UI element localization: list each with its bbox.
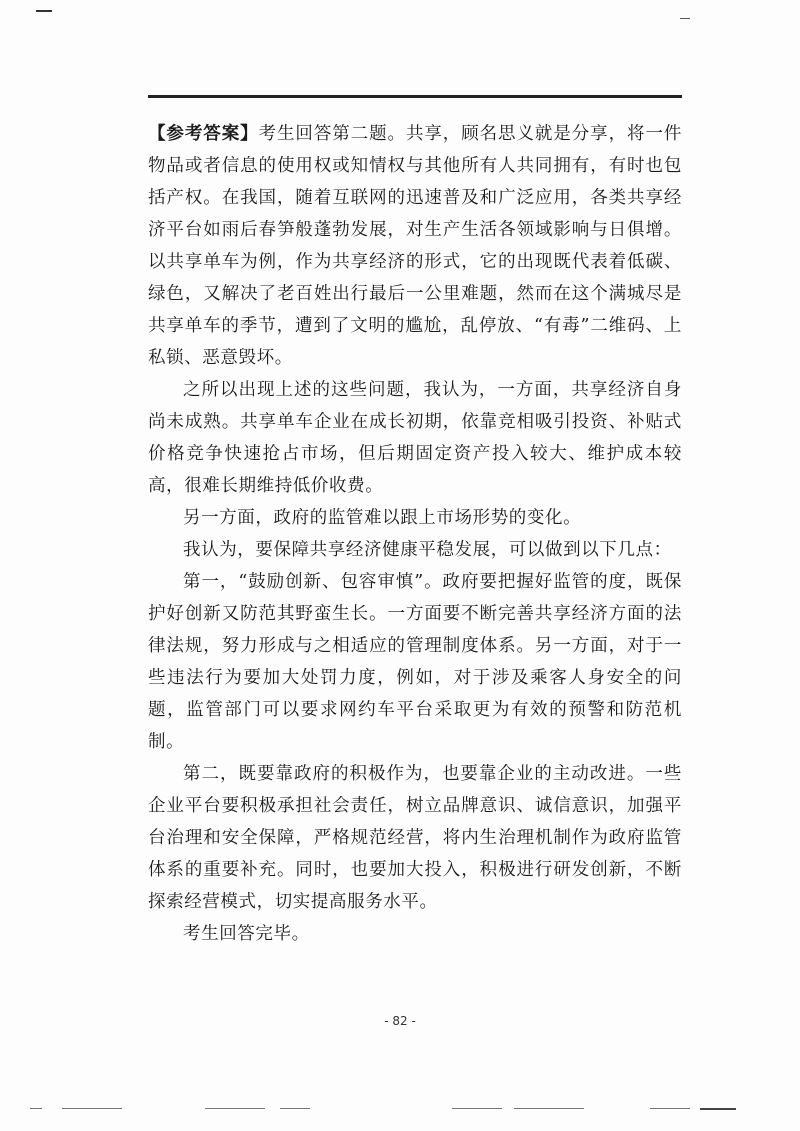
scan-artifact-bottom bbox=[650, 1108, 690, 1109]
scan-artifact-bottom bbox=[30, 1108, 42, 1109]
scan-artifact-top-right bbox=[680, 18, 690, 19]
paragraph-3: 另一方面，政府的监管难以跟上市场形势的变化。 bbox=[183, 508, 582, 528]
paragraph-2: 之所以出现上述的这些问题，我认为，一方面，共享经济自身尚未成熟。共享单车企业在成长初期，依靠竞相吸引投资、补贴式价格竞争快速抢占市场，但后期固定资产投入较大、维护成本较高，很难长期维持低价收费。 bbox=[148, 380, 682, 496]
paragraph-7: 考生回答完毕。 bbox=[183, 924, 310, 944]
scan-artifact-bottom bbox=[62, 1108, 122, 1109]
scan-artifact-bottom bbox=[514, 1108, 584, 1109]
scan-artifact-bottom bbox=[205, 1108, 265, 1109]
scan-artifact-top-left bbox=[36, 10, 52, 12]
scan-artifact-bottom bbox=[700, 1108, 736, 1110]
paragraph-4: 我认为，要保障共享经济健康平稳发展，可以做到以下几点： bbox=[183, 540, 672, 560]
answer-tag: 【参考答案】 bbox=[148, 124, 259, 144]
paragraph-1-text: 考生回答第二题。共享，顾名思义就是分享，将一件物品或者信息的使用权或知情权与其他所有人共同拥有，有时也包括产权。在我国，随着互联网的迅速普及和广泛应用，各类共享经济平台如雨后春笋般蓬勃发展，对生产生活各领域影响与日俱增。以共享单车为例，作为共享经济的形式，它的出现既代表着低碳、绿色，又解决了老百姓出行最后一公里难题，然而在这个满城尽是共享单车的季节，遭到了文明的尴尬，乱停放、“有毒”二维码、上私锁、恶意毁坏。 bbox=[148, 124, 683, 368]
paragraph-5: 第一，“鼓励创新、包容审慎”。政府要把握好监管的度，既保护好创新又防范其野蛮生长。一方面要不断完善共享经济方面的法律法规，努力形成与之相适应的管理制度体系。另一方面，对于一些违法行为要加大处罚力度，例如，对于涉及乘客人身安全的问题，监管部门可以要求网约车平台采取更为有效的预警和防范机制。 bbox=[148, 572, 682, 752]
answer-body bbox=[148, 118, 682, 950]
page-number: - 82 - bbox=[384, 1014, 416, 1028]
scan-artifact-bottom bbox=[452, 1108, 502, 1109]
paragraph-1 bbox=[148, 118, 682, 374]
header-rule bbox=[148, 95, 682, 98]
scan-artifact-bottom bbox=[280, 1108, 310, 1109]
paragraph-6: 第二，既要靠政府的积极作为，也要靠企业的主动改进。一些企业平台要积极承担社会责任，树立品牌意识、诚信意识，加强平台治理和安全保障，严格规范经营，将内生治理机制作为政府监管体系的重要补充。同时，也要加大投入，积极进行研发创新，不断探索经营模式，切实提高服务水平。 bbox=[148, 764, 682, 912]
